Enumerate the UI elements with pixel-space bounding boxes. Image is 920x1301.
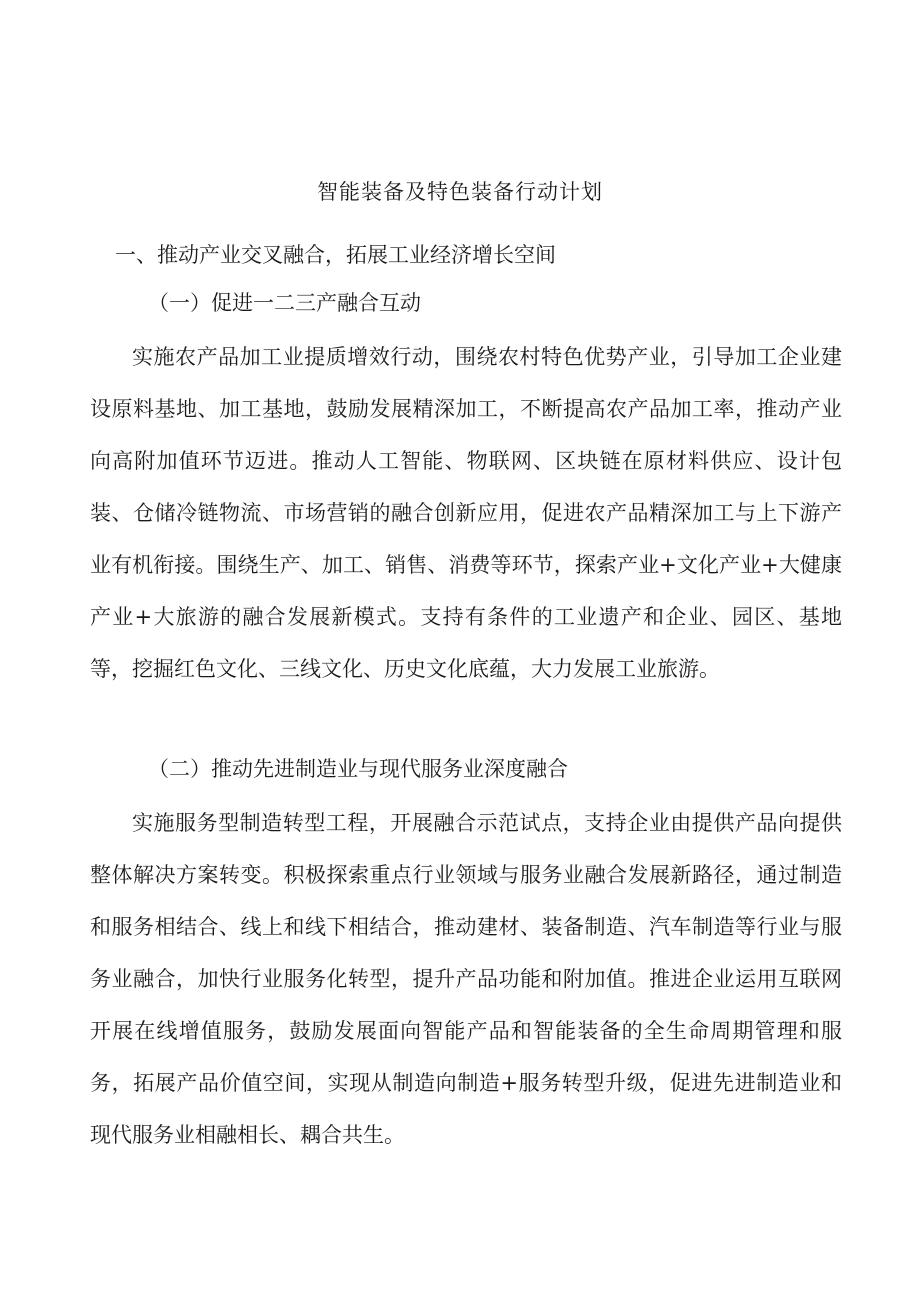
subsection-heading-1: （一）促进一二三产融合互动 (148, 291, 421, 315)
subsection-heading-2: （二）推动先进制造业与现代服务业深度融合 (148, 757, 568, 781)
document-title: 智能装备及特色装备行动计划 (317, 180, 603, 204)
section-heading: 一、推动产业交叉融合，拓展工业经济增长空间 (115, 243, 556, 267)
subsection-paragraph-1: 实施农产品加工业提质增效行动，围绕农村特色优势产业，引导加工企业建设原料基地、加工基地，鼓励发展精深加工，不断提高农产品加工率，推动产业向高附加值环节迈进。推动人工智能、物联网、区块链在原材料供应、设计包装、仓储冷链物流、市场营销的融合创新应用，促进农产品精深加工与上下游产业有机衔接。围绕生产、加工、销售、消费等环节，探索产业+文化产业+大健康产业+大旅游的融合发展新模式。支持有条件的工业遗产和企业、园区、基地等，挖掘红色文化、三线文化、历史文化底蕴，大力发展工业旅游。 (90, 345, 842, 681)
subsection-paragraph-2: 实施服务型制造转型工程，开展融合示范试点，支持企业由提供产品向提供整体解决方案转变。积极探索重点行业领域与服务业融合发展新路径，通过制造和服务相结合、线上和线下相结合，推动建材、装备制造、汽车制造等行业与服务业融合，加快行业服务化转型，提升产品功能和附加值。推进企业运用互联网开展在线增值服务，鼓励发展面向智能产品和智能装备的全生命周期管理和服务，拓展产品价值空间，实现从制造向制造+服务转型升级，促进先进制造业和现代服务业相融相长、耦合共生。 (90, 811, 842, 1147)
